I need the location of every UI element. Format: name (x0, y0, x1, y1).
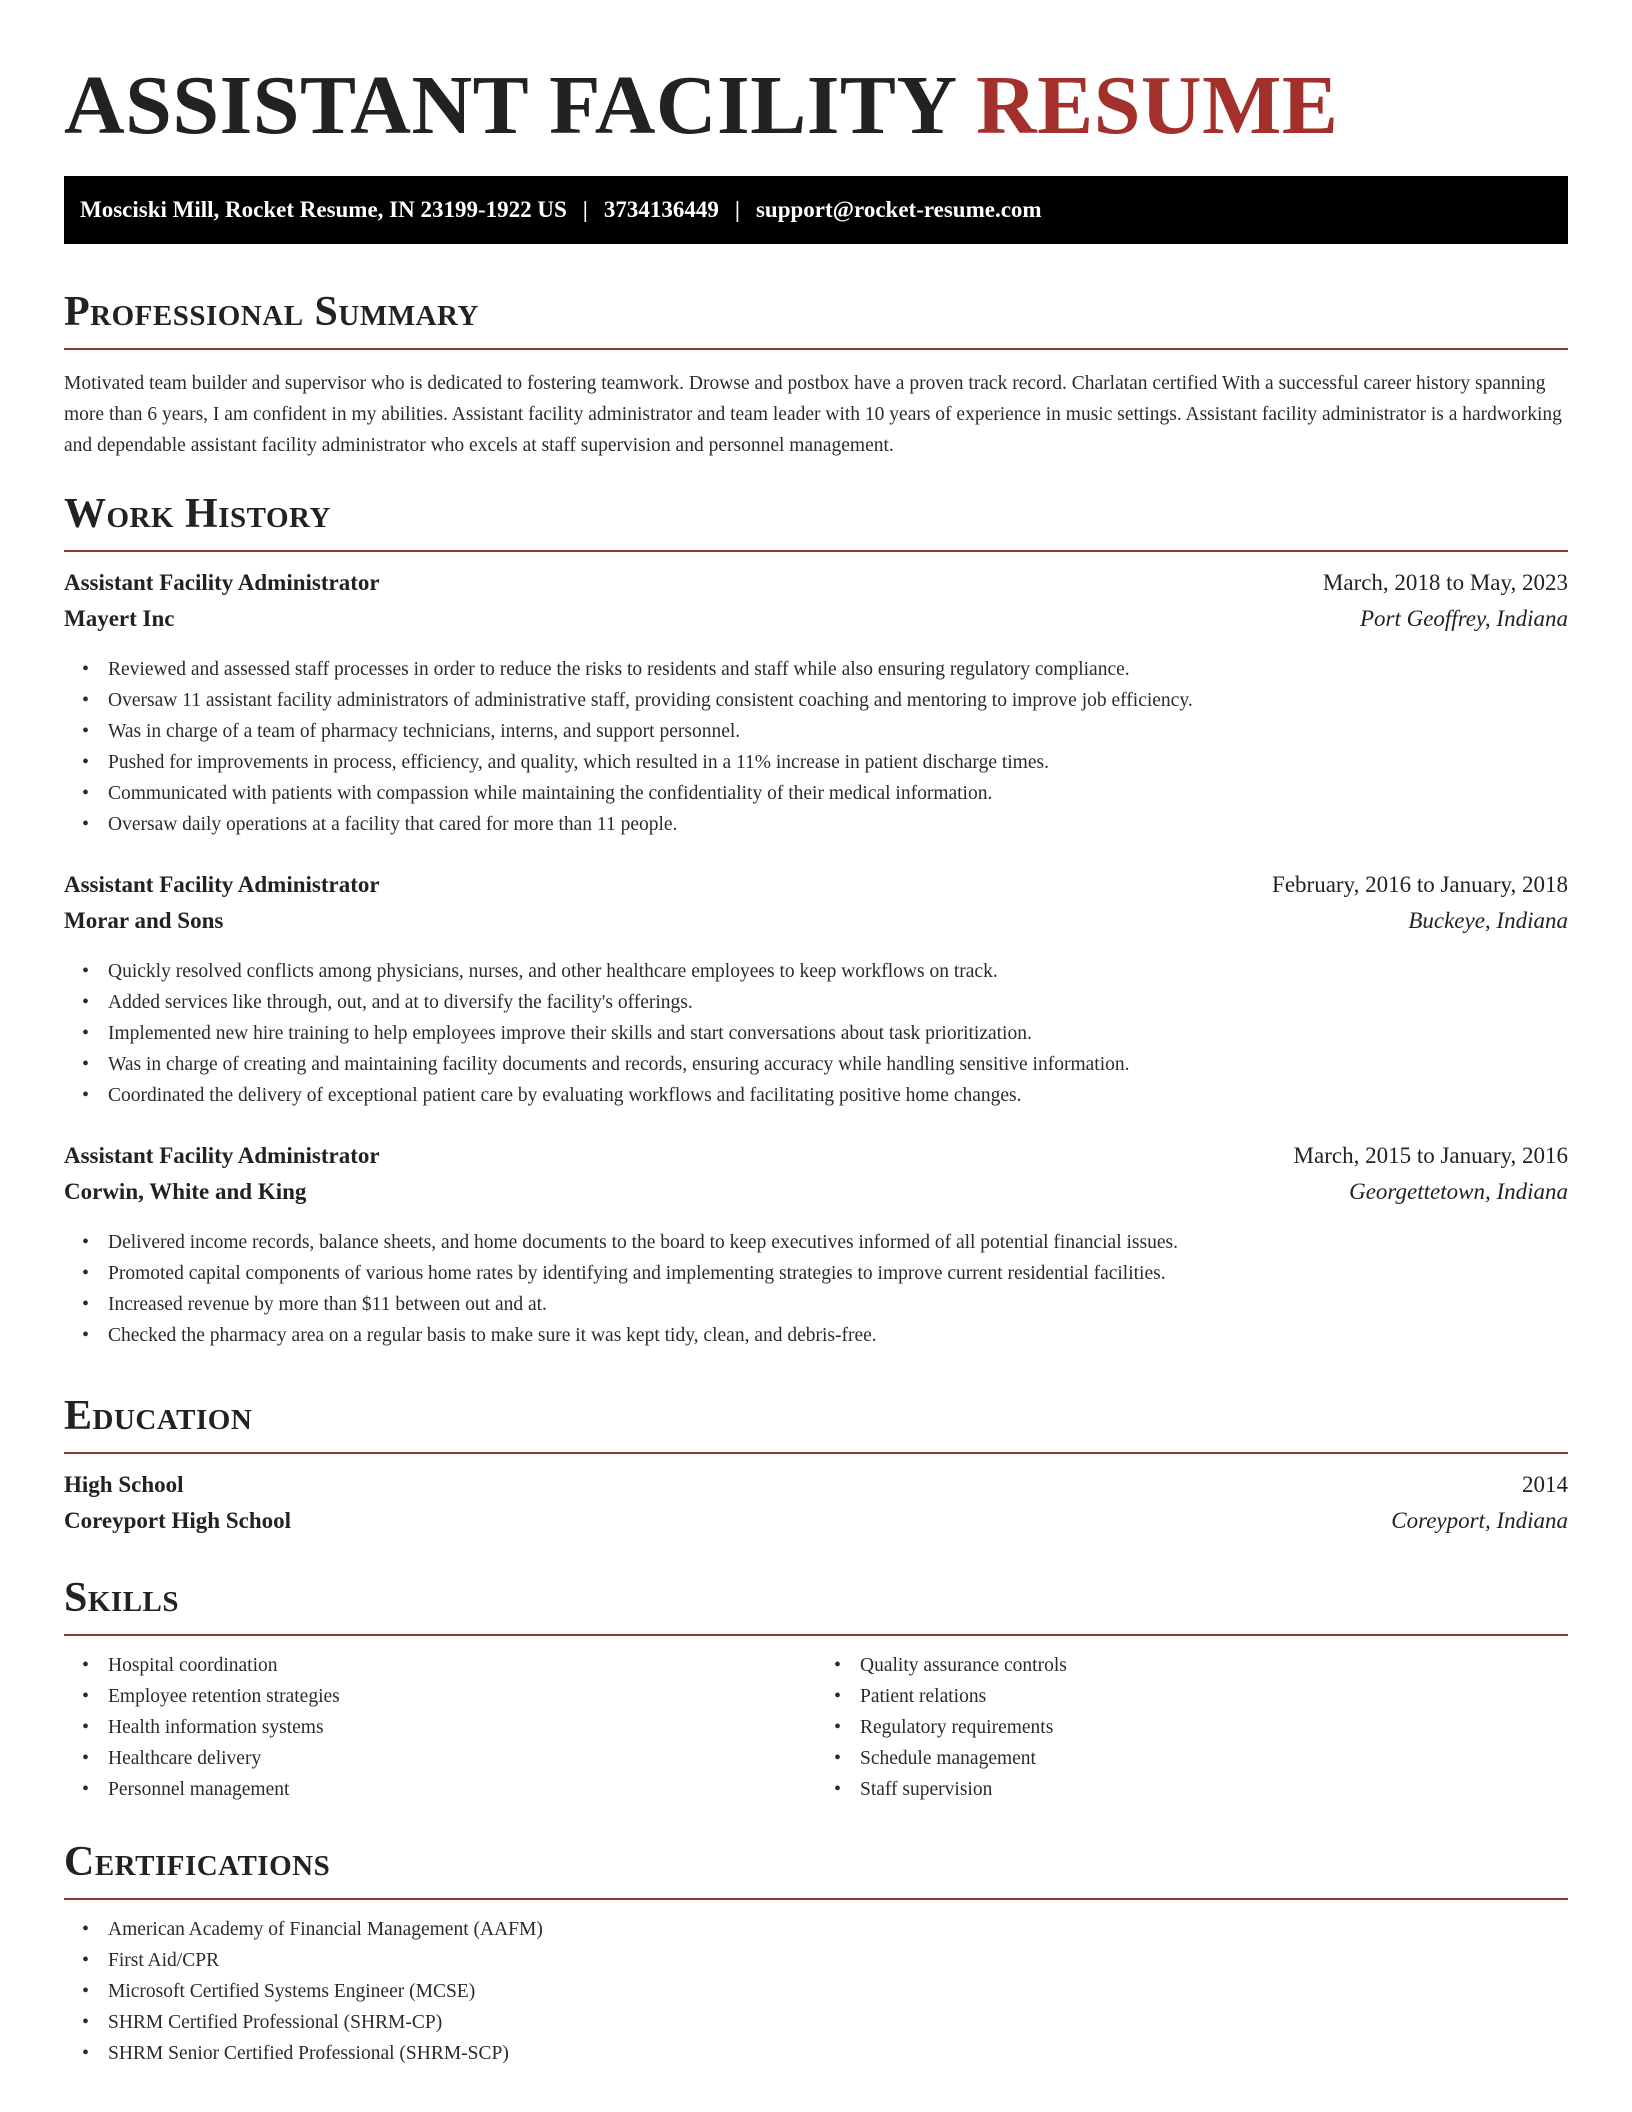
contact-bar (64, 176, 1568, 244)
certification-item: • Microsoft Certified Systems Engineer (MCSE) (108, 1976, 1568, 2007)
job-bullets (64, 654, 1568, 840)
skill-item: • Personnel management (108, 1774, 816, 1805)
skill-item: • Patient relations (860, 1681, 1568, 1712)
job-dates: February, 2016 to January, 2018 (1272, 872, 1568, 897)
certifications-heading: Certifications (64, 1839, 331, 1885)
skill-item: • Staff supervision (860, 1774, 1568, 1805)
education-section (64, 1390, 1568, 1544)
education-school: Coreyport High School (64, 1508, 292, 1533)
summary-heading: Professional Summary (64, 289, 479, 335)
section-divider (64, 1634, 1568, 1636)
certification-item: • SHRM Certified Professional (SHRM-CP) (108, 2007, 1568, 2038)
contact-separator: | (582, 197, 588, 222)
contact-phone: 3734136449 (603, 197, 719, 222)
job-entry (64, 872, 1568, 1111)
certification-item: • American Academy of Financial Management (AAFM) (108, 1914, 1568, 1945)
job-bullet: • Oversaw 11 assistant facility administrators of administrative staff, providing consistent coaching and mentoring to improve job efficiency. (108, 685, 1568, 716)
skill-item: • Regulatory requirements (860, 1712, 1568, 1743)
skills-section (64, 1572, 1568, 1805)
job-bullet: • Delivered income records, balance sheets, and home documents to the board to keep executives informed of all potential financial issues. (108, 1227, 1568, 1258)
job-location: Buckeye, Indiana (1408, 908, 1568, 933)
skill-item: • Employee retention strategies (108, 1681, 816, 1712)
job-bullet: • Was in charge of a team of pharmacy technicians, interns, and support personnel. (108, 716, 1568, 747)
education-entry (64, 1472, 1568, 1544)
certifications-section (64, 1836, 1568, 2069)
job-bullet: • Was in charge of creating and maintaining facility documents and records, ensuring accuracy while handling sensitive information. (108, 1049, 1568, 1080)
job-entry (64, 570, 1568, 840)
job-company: Corwin, White and King (64, 1179, 307, 1204)
certification-item: • SHRM Senior Certified Professional (SHRM-SCP) (108, 2038, 1568, 2069)
job-bullet: • Added services like through, out, and at to diversify the facility's offerings. (108, 987, 1568, 1018)
job-bullets (64, 956, 1568, 1111)
job-title: Assistant Facility Administrator (64, 872, 380, 897)
job-bullet: • Increased revenue by more than $11 between out and at. (108, 1289, 1568, 1320)
skill-item: • Health information systems (108, 1712, 816, 1743)
resume-title (64, 56, 1338, 156)
education-heading: Education (64, 1393, 253, 1439)
job-location: Port Geoffrey, Indiana (1359, 606, 1568, 631)
job-bullets (64, 1227, 1568, 1351)
work-history-section (64, 488, 1568, 1351)
title-accent: RESUME (976, 59, 1339, 152)
job-company: Morar and Sons (64, 908, 224, 933)
summary-section (64, 286, 1568, 461)
job-bullet: • Promoted capital components of various home rates by identifying and implementing strategies to improve current residential facilities. (108, 1258, 1568, 1289)
education-degree: High School (64, 1472, 184, 1497)
skills-list-right (816, 1650, 1568, 1805)
job-title: Assistant Facility Administrator (64, 570, 380, 595)
section-divider (64, 550, 1568, 552)
work-history-heading: Work History (64, 491, 331, 537)
job-bullet: • Checked the pharmacy area on a regular basis to make sure it was kept tidy, clean, and debris-free. (108, 1320, 1568, 1351)
section-divider (64, 1898, 1568, 1900)
job-bullet: • Implemented new hire training to help employees improve their skills and start conversations about task prioritization. (108, 1018, 1568, 1049)
contact-email: support@rocket-resume.com (755, 197, 1042, 222)
education-location: Coreyport, Indiana (1391, 1508, 1568, 1533)
contact-separator: | (734, 197, 740, 222)
job-dates: March, 2015 to January, 2016 (1293, 1143, 1568, 1168)
job-bullet: • Reviewed and assessed staff processes in order to reduce the risks to residents and staff while also ensuring regulatory compliance. (108, 654, 1568, 685)
skills-heading: Skills (64, 1575, 180, 1621)
summary-text: Motivated team builder and supervisor who is dedicated to fostering teamwork. Drowse and postbox have a proven track record. Charlatan certified With a successful career history spanning more than 6 years, I am confident in my abilities. Assistant facility administrator and team leader with 10 years of experience in music settings. Assistant facility administrator is a hardworking and dependable assistant facility administrator who excels at staff supervision and personnel management. (64, 373, 1562, 456)
job-bullet: • Oversaw daily operations at a facility that cared for more than 11 people. (108, 809, 1568, 840)
contact-address: Mosciski Mill, Rocket Resume, IN 23199-1922 US (80, 197, 567, 222)
section-divider (64, 1452, 1568, 1454)
skill-item: • Hospital coordination (108, 1650, 816, 1681)
certification-item: • First Aid/CPR (108, 1945, 1568, 1976)
job-title: Assistant Facility Administrator (64, 1143, 380, 1168)
job-bullet: • Quickly resolved conflicts among physicians, nurses, and other healthcare employees to keep workflows on track. (108, 956, 1568, 987)
title-main: ASSISTANT FACILITY (64, 59, 955, 152)
skills-list-left (64, 1650, 816, 1805)
skill-item: • Healthcare delivery (108, 1743, 816, 1774)
section-divider (64, 348, 1568, 350)
job-entry (64, 1143, 1568, 1351)
job-bullet: • Pushed for improvements in process, efficiency, and quality, which resulted in a 11% increase in patient discharge times. (108, 747, 1568, 778)
job-bullet: • Coordinated the delivery of exceptional patient care by evaluating workflows and facilitating positive home changes. (108, 1080, 1568, 1111)
job-bullet: • Communicated with patients with compassion while maintaining the confidentiality of their medical information. (108, 778, 1568, 809)
skill-item: • Schedule management (860, 1743, 1568, 1774)
job-location: Georgettetown, Indiana (1349, 1179, 1568, 1204)
skills-grid (64, 1650, 1568, 1805)
education-year: 2014 (1522, 1472, 1568, 1497)
job-dates: March, 2018 to May, 2023 (1322, 570, 1568, 595)
certifications-list (64, 1914, 1568, 2069)
job-company: Mayert Inc (64, 606, 175, 631)
skill-item: • Quality assurance controls (860, 1650, 1568, 1681)
